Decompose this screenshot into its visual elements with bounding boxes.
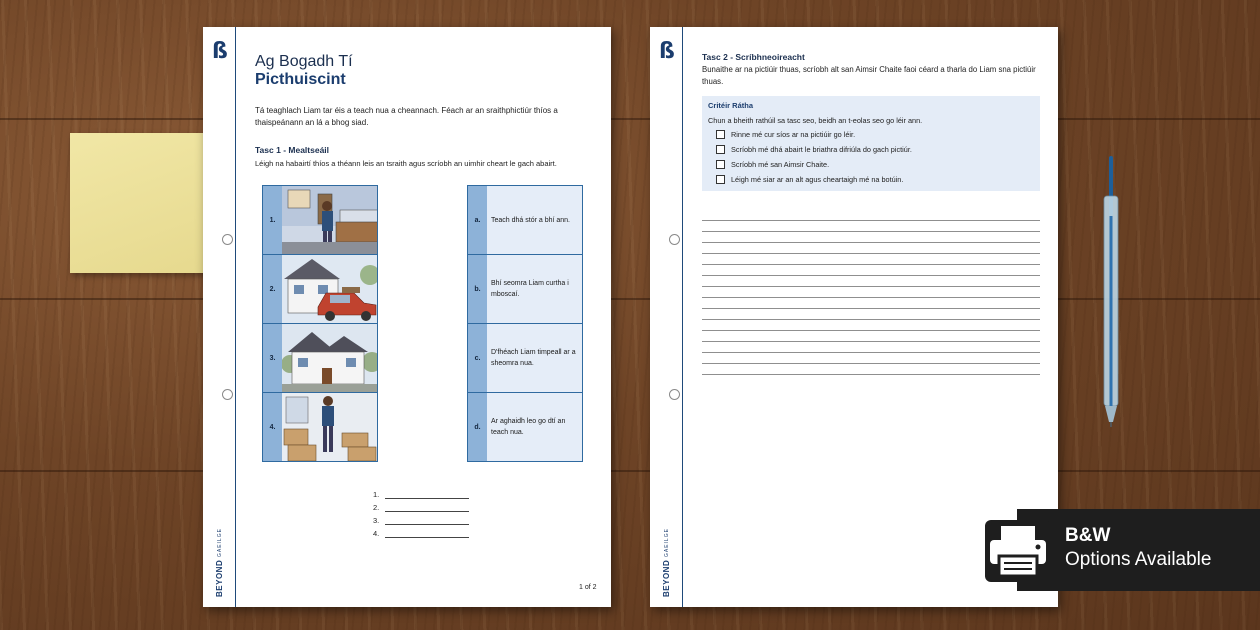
sentence-letter: d.	[468, 393, 487, 461]
checkbox[interactable]	[716, 160, 725, 169]
punch-hole	[669, 389, 680, 400]
picture-number: 2.	[263, 255, 282, 323]
sentence-letter: c.	[468, 324, 487, 392]
badge-title: B&W	[1065, 525, 1111, 546]
punch-hole	[669, 234, 680, 245]
brand-sub: GAEILGE	[664, 528, 670, 558]
sentence-letter: b.	[468, 255, 487, 323]
writing-line	[702, 220, 1040, 221]
sentence-text: Teach dhá stór a bhí ann.	[487, 186, 582, 254]
criteria-item-label: Scríobh mé dhá abairt le briathra difriúla do gach pictiúr.	[731, 145, 912, 154]
brand-name: BEYOND	[215, 559, 224, 597]
worksheet-page-1	[203, 27, 611, 607]
writing-line	[702, 319, 1040, 320]
badge-subtitle: Options Available	[1065, 549, 1212, 570]
answer-line[interactable]	[385, 537, 469, 538]
writing-line	[702, 341, 1040, 342]
answer-number: 2.	[373, 503, 380, 512]
writing-line	[702, 264, 1040, 265]
plank-seam	[0, 118, 1260, 120]
writing-line	[702, 308, 1040, 309]
picture-row	[262, 392, 378, 461]
page-number: 1 of 2	[579, 584, 597, 591]
page-title: Ag Bogadh Tí	[255, 53, 353, 70]
bw-options-badge	[1017, 509, 1260, 591]
criteria-item-label: Léigh mé siar ar an alt agus cheartaigh mé na botúin.	[731, 175, 904, 184]
answer-line[interactable]	[385, 498, 469, 499]
picture-number: 4.	[263, 393, 282, 461]
answer-line[interactable]	[385, 524, 469, 525]
writing-line	[702, 374, 1040, 375]
brand-wordmark	[215, 517, 229, 597]
answer-number: 3.	[373, 516, 380, 525]
pen-icon	[1101, 156, 1121, 428]
brand-name: BEYOND	[662, 559, 671, 597]
brand-wordmark	[662, 517, 676, 597]
brand-sub: GAEILGE	[217, 528, 223, 558]
criteria-item	[716, 160, 829, 169]
intro-text: Tá teaghlach Liam tar éis a teach nua a cheannach. Féach ar an sraithphictiúr thíos a thaispeánann an lá a bhog siad.	[255, 106, 558, 127]
sentence-text: Ar aghaidh leo go dtí an teach nua.	[487, 393, 582, 461]
sentence-row	[467, 392, 583, 461]
answer-line[interactable]	[385, 511, 469, 512]
answer-number: 4.	[373, 529, 380, 538]
sentence-row	[467, 185, 583, 254]
boxes-scene-icon	[282, 393, 377, 461]
criteria-item	[716, 145, 912, 154]
checkbox[interactable]	[716, 130, 725, 139]
plank-seam	[0, 470, 1260, 472]
bedroom-scene-icon	[282, 186, 377, 254]
task1-heading: Tasc 1 - Mealtseáil	[255, 145, 330, 155]
sentence-letter: a.	[468, 186, 487, 254]
criteria-item-label: Rinne mé cur síos ar na pictiúir go léir.	[731, 130, 856, 139]
writing-line	[702, 242, 1040, 243]
sentence-text: D'fhéach Liam timpeall ar a sheomra nua.	[487, 324, 582, 392]
writing-line	[702, 275, 1040, 276]
sentence-row	[467, 323, 583, 392]
answer-number: 1.	[373, 490, 380, 499]
beyond-logo-icon: ß	[212, 39, 228, 64]
criteria-item	[716, 175, 903, 184]
table-border	[467, 461, 583, 462]
picture-row	[262, 323, 378, 392]
writing-line	[702, 352, 1040, 353]
task1-description: Léigh na habairtí thíos a théann leis an tsraith agus scríobh an uimhir cheart le gach abairt.	[255, 159, 557, 168]
criteria-intro: Chun a bheith rathúil sa tasc seo, beidh an t-eolas seo go léir ann.	[708, 116, 923, 125]
punch-hole	[222, 234, 233, 245]
checkbox[interactable]	[716, 145, 725, 154]
picture-row	[262, 254, 378, 323]
margin-line	[235, 27, 236, 607]
writing-line	[702, 231, 1040, 232]
punch-hole	[222, 389, 233, 400]
picture-row	[262, 185, 378, 254]
sentence-row	[467, 254, 583, 323]
criteria-item	[716, 130, 855, 139]
writing-line	[702, 253, 1040, 254]
house-scene-icon	[282, 324, 377, 392]
printer-icon	[985, 520, 1051, 582]
beyond-logo-icon: ß	[659, 39, 675, 64]
house-with-car-scene-icon	[282, 255, 377, 323]
criteria-heading: Critéir Rátha	[708, 101, 754, 110]
writing-line	[702, 297, 1040, 298]
sentence-text: Bhí seomra Liam curtha i mboscaí.	[487, 255, 582, 323]
success-criteria-box	[702, 96, 1040, 191]
writing-line	[702, 363, 1040, 364]
margin-line	[682, 27, 683, 607]
checkbox[interactable]	[716, 175, 725, 184]
writing-line	[702, 286, 1040, 287]
criteria-item-label: Scríobh mé san Aimsir Chaite.	[731, 160, 830, 169]
picture-number: 1.	[263, 186, 282, 254]
sticky-note	[70, 133, 213, 273]
plank-seam	[0, 298, 1260, 300]
page-subtitle: Picthuiscint	[255, 71, 346, 88]
writing-line	[702, 330, 1040, 331]
task2-heading: Tasc 2 - Scríbhneoireacht	[702, 52, 805, 62]
picture-number: 3.	[263, 324, 282, 392]
table-border	[262, 461, 378, 462]
task2-description: Bunaithe ar na pictiúir thuas, scríobh alt san Aimsir Chaite faoi céard a tharla do Liam sna pictiúir thuas.	[702, 65, 1036, 86]
